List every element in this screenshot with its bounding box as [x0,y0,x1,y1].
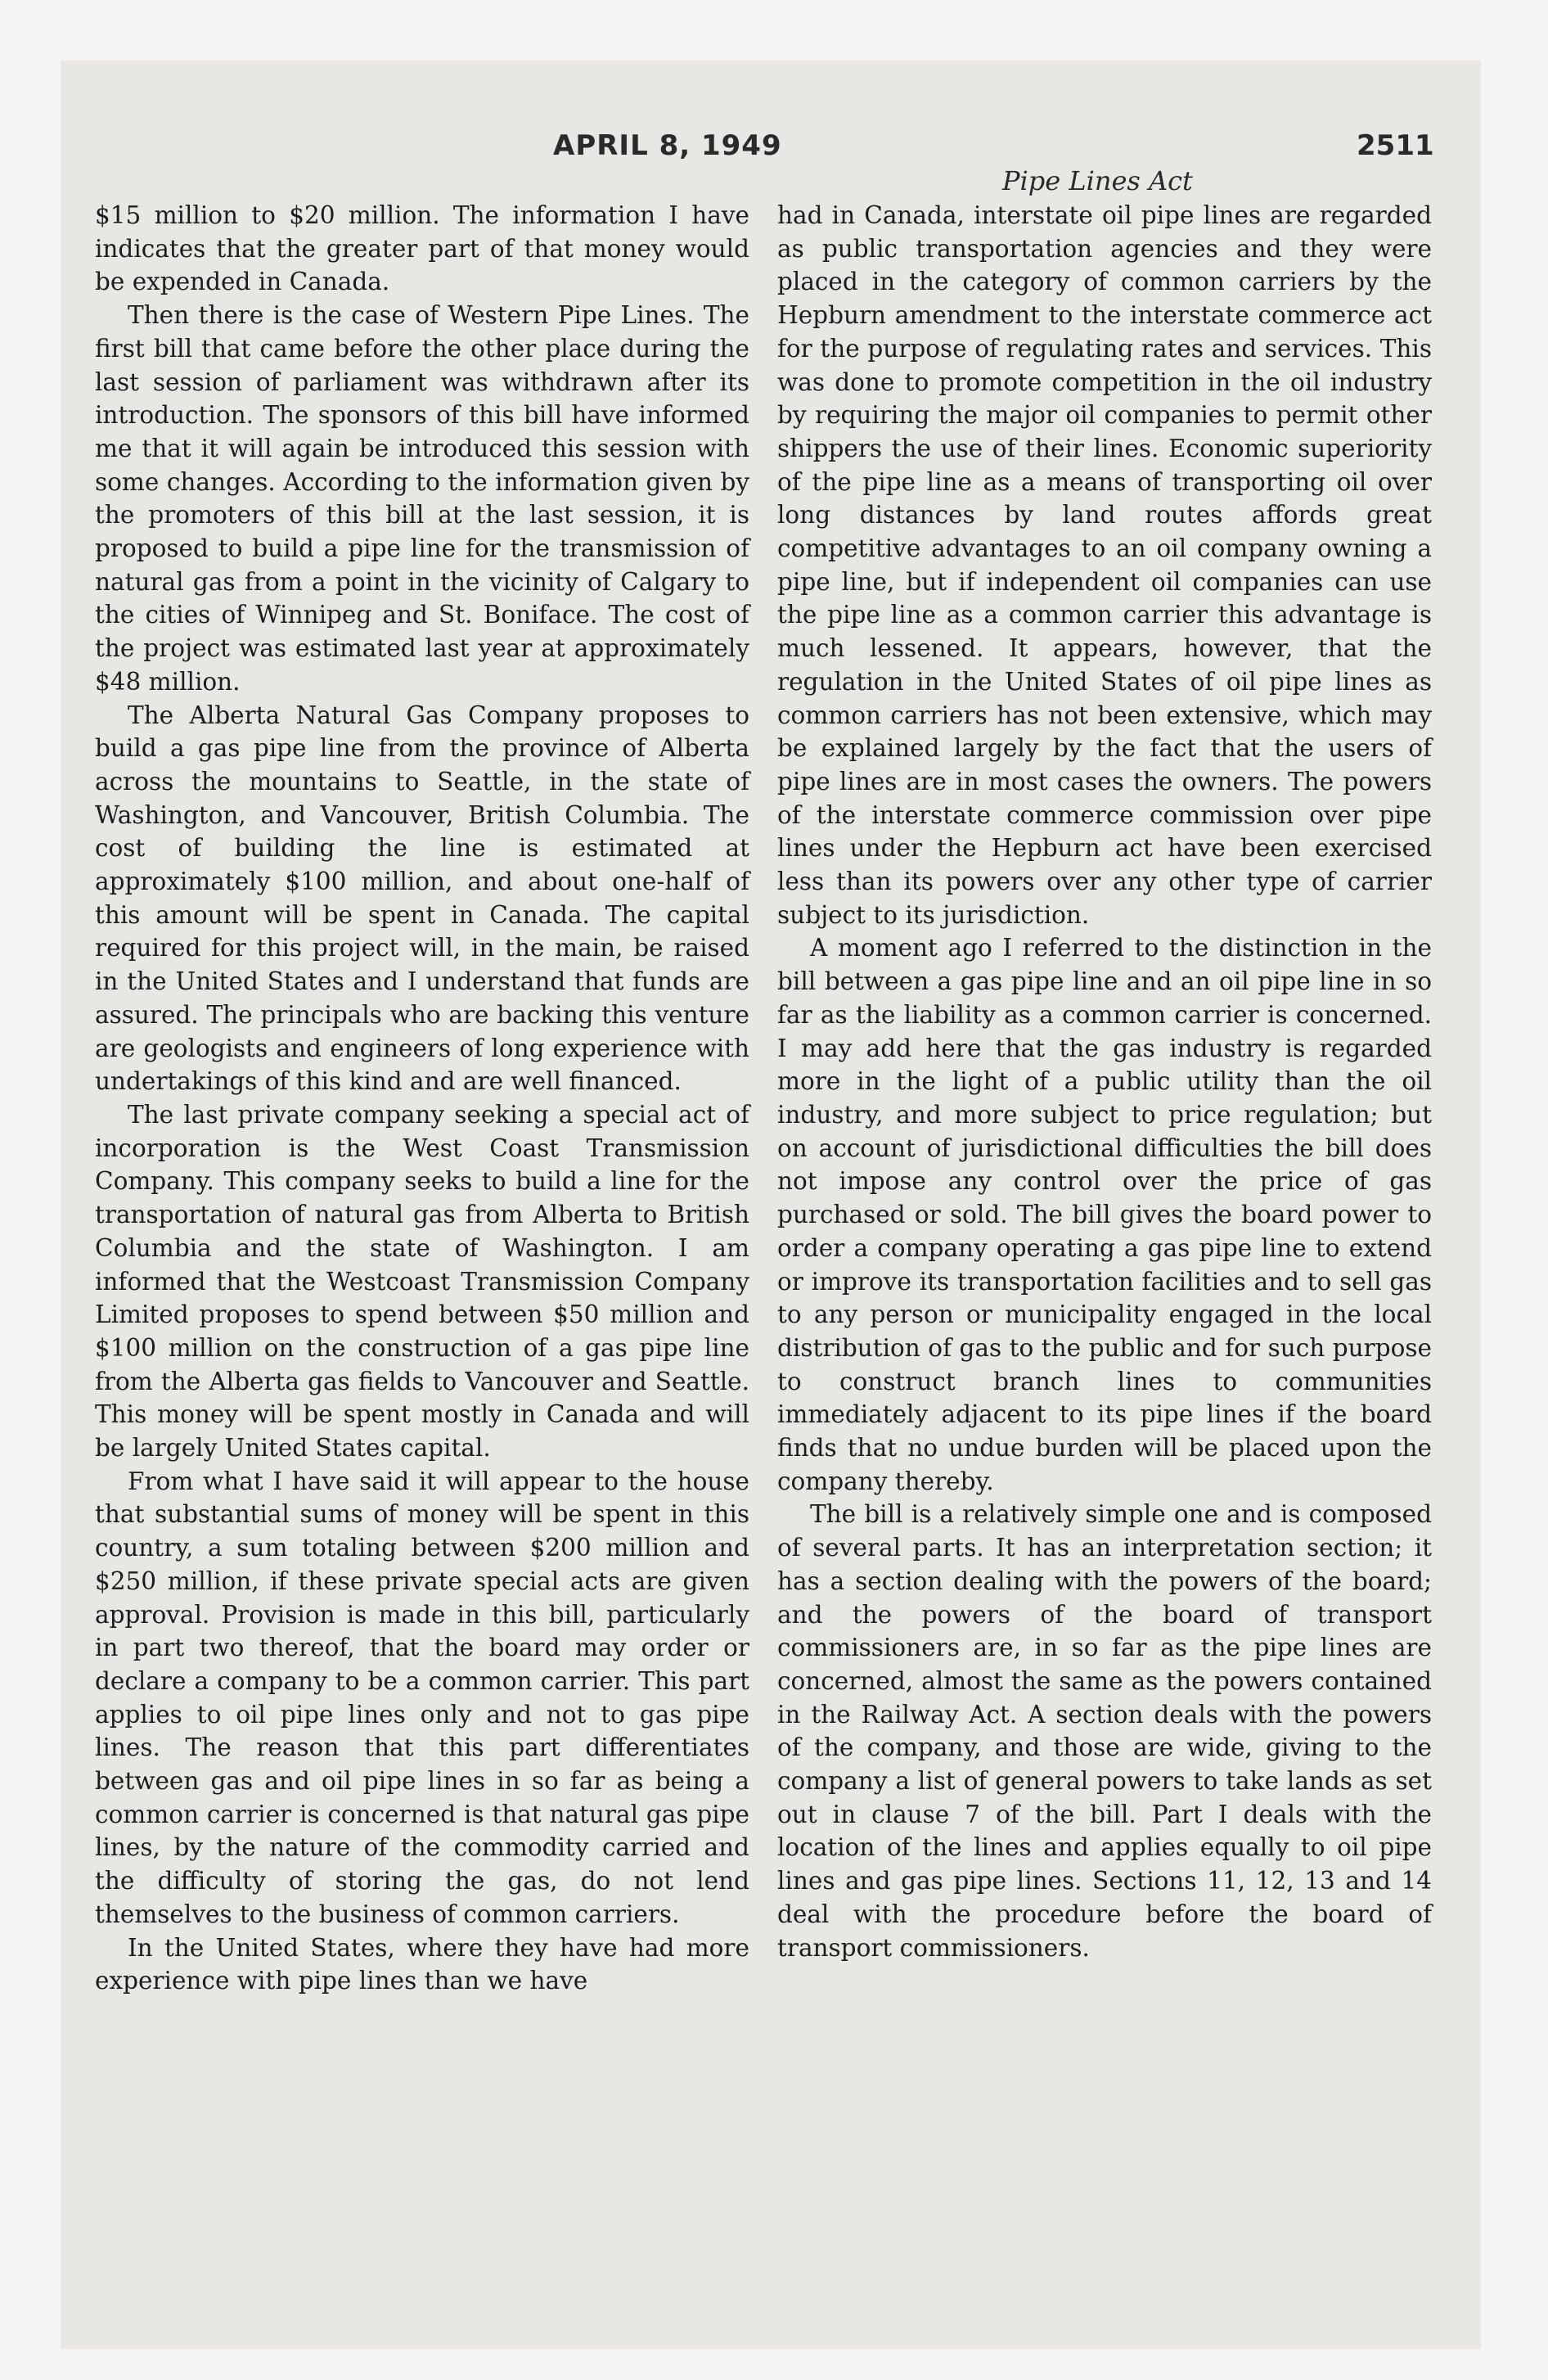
paragraph: Then there is the case of Western Pipe Lines. The first bill that came before the other place during the last session of parliament was withdrawn after its introduction. The sponsors of this bill have informed me that it will again be introduced this session with some changes. According to the information given by the promoters of this bill at the last session, it is proposed to build a pipe line for the transmission of natural gas from a point in the vicinity of Calgary to the cities of Winnipeg and St. Boniface. The cost of the project was estimated last year at approximately $48 million. [95,301,749,696]
left-column [95,199,749,1998]
paragraph: $15 million to $20 million. The information I have indicates that the greater part of that money would be expended in Canada. [95,201,749,296]
paragraph: A moment ago I referred to the distinction in the bill between a gas pipe line and an oil pipe line in so far as the liability as a common carrier is concerned. I may add here that the gas industry is regarded more in the light of a public utility than the oil industry, and more subject to price regulation; but on account of jurisdictional difficulties the bill does not impose any control over the price of gas purchased or sold. The bill gives the board power to order a company operating a gas pipe line to extend or improve its transportation facilities and to sell gas to any person or municipality engaged in the local distribution of gas to the public and for such purpose to construct branch lines to communities immediately adjacent to its pipe lines if the board finds that no undue burden will be placed upon the company thereby. [777,934,1432,1495]
paragraph: From what I have said it will appear to the house that substantial sums of money will be spent in this country, a sum totaling between $200 million and $250 million, if these private special acts are given approval. Provision is made in this bill, particularly in part two thereof, that the board may order or declare a company to be a common carrier. This part applies to oil pipe lines only and not to gas pipe lines. The reason that this part differentiates between gas and oil pipe lines in so far as being a common carrier is concerned is that natural gas pipe lines, by the nature of the commodity carried and the difficulty of storing the gas, do not lend themselves to the business of common carriers. [95,1467,749,1928]
right-column [777,199,1432,1964]
page-header [0,74,1548,196]
paragraph: The bill is a relatively simple one and is composed of several parts. It has an interpretation section; it has a section dealing with the powers of the board; and the powers of the board of transport commissioners are, in so far as the pipe lines are concerned, almost the same as the powers contained in the Railway Act. A section deals with the powers of the company, and those are wide, giving to the company a list of general powers to take lands as set out in clause 7 of the bill. Part I deals with the location of the lines and applies equally to oil pipe lines and gas pipe lines. Sections 11, 12, 13 and 14 deal with the procedure before the board of transport commissioners. [777,1500,1432,1962]
paragraph: had in Canada, interstate oil pipe lines are regarded as public transportation agencies and they were placed in the category of common carriers by the Hepburn amendment to the interstate commerce act for the purpose of regulating rates and services. This was done to promote competition in the oil industry by requiring the major oil companies to permit other shippers the use of their lines. Economic superiority of the pipe line as a means of transporting oil over long distances by land routes affords great competitive advantages to an oil company owning a pipe line, but if independent oil companies can use the pipe line as a common carrier this advantage is much lessened. It appears, however, that the regulation in the United States of oil pipe lines as common carriers has not been extensive, which may be explained largely by the fact that the users of pipe lines are in most cases the owners. The powers of the interstate commerce commission over pipe lines under the Hepburn act have been exercised less than its powers over any other type of carrier subject to its jurisdiction. [777,201,1432,929]
paragraph: The Alberta Natural Gas Company proposes to build a gas pipe line from the province of Alberta across the mountains to Seattle, in the state of Washington, and Vancouver, British Columbia. The cost of building the line is estimated at approximately $100 million, and about one-half of this amount will be spent in Canada. The capital required for this project will, in the main, be raised in the United States and I understand that funds are assured. The principals who are backing this venture are geologists and engineers of long experience with undertakings of this kind and are well financed. [95,701,749,1096]
page-date: APRIL 8, 1949 [553,129,782,162]
running-head: Pipe Lines Act [1002,165,1193,196]
paragraph: The last private company seeking a special act of incorporation is the West Coast Transmission Company. This company seeks to build a line for the transportation of natural gas from Alberta to British Columbia and the state of Washington. I am informed that the Westcoast Transmission Company Limited proposes to spend between $50 million and $100 million on the construction of a gas pipe line from the Alberta gas fields to Vancouver and Seattle. This money will be spent mostly in Canada and will be largely United States capital. [95,1100,749,1463]
paragraph: In the United States, where they have had more experience with pipe lines than we have [95,1933,749,1995]
page-number: 2511 [1357,129,1434,162]
